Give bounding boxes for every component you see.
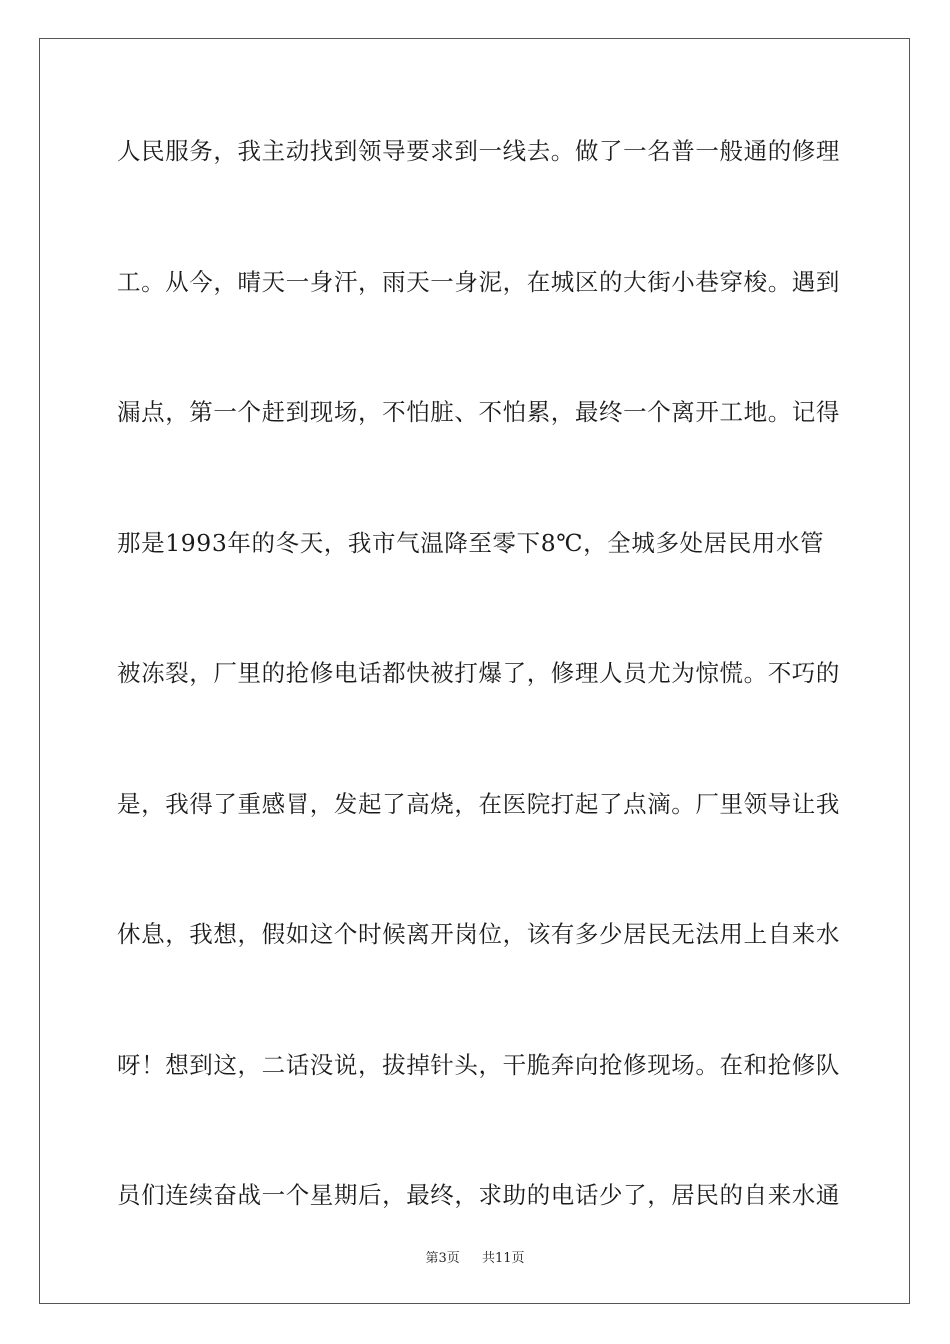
document-body — [117, 125, 840, 1300]
text-line-2: 工。从今，晴天一身汗，雨天一身泥，在城区的大街小巷穿梭。遇到 — [117, 267, 840, 296]
text-line-5: 被冻裂，厂里的抢修电话都快被打爆了，修理人员尤为惊慌。不巧的 — [117, 659, 840, 687]
text-line-7: 休息，我想，假如这个时候离开岗位，该有多少居民无法用上自来水 — [117, 920, 840, 948]
text-line-6: 是，我得了重感冒，发起了高烧，在医院打起了点滴。厂里领导让我 — [117, 789, 840, 818]
text-line-4: 那是1993年的冬天，我市气温降至零下8℃，全城多处居民用水管 — [117, 528, 825, 557]
text-line-9: 员们连续奋战一个星期后，最终，求助的电话少了，居民的自来水通 — [117, 1181, 840, 1209]
total-pages: 共11页 — [481, 1251, 525, 1266]
text-line-1: 人民服务，我主动找到领导要求到一线去。做了一名普一般通的修理 — [117, 137, 840, 165]
text-line-8: 呀！想到这，二话没说，拔掉针头，干脆奔向抢修现场。在和抢修队 — [117, 1050, 840, 1079]
page-footer — [0, 1247, 950, 1266]
text-line-3: 漏点，第一个赶到现场，不怕脏、不怕累，最终一个离开工地。记得 — [117, 398, 840, 426]
page-number: 第3页 — [425, 1251, 460, 1266]
